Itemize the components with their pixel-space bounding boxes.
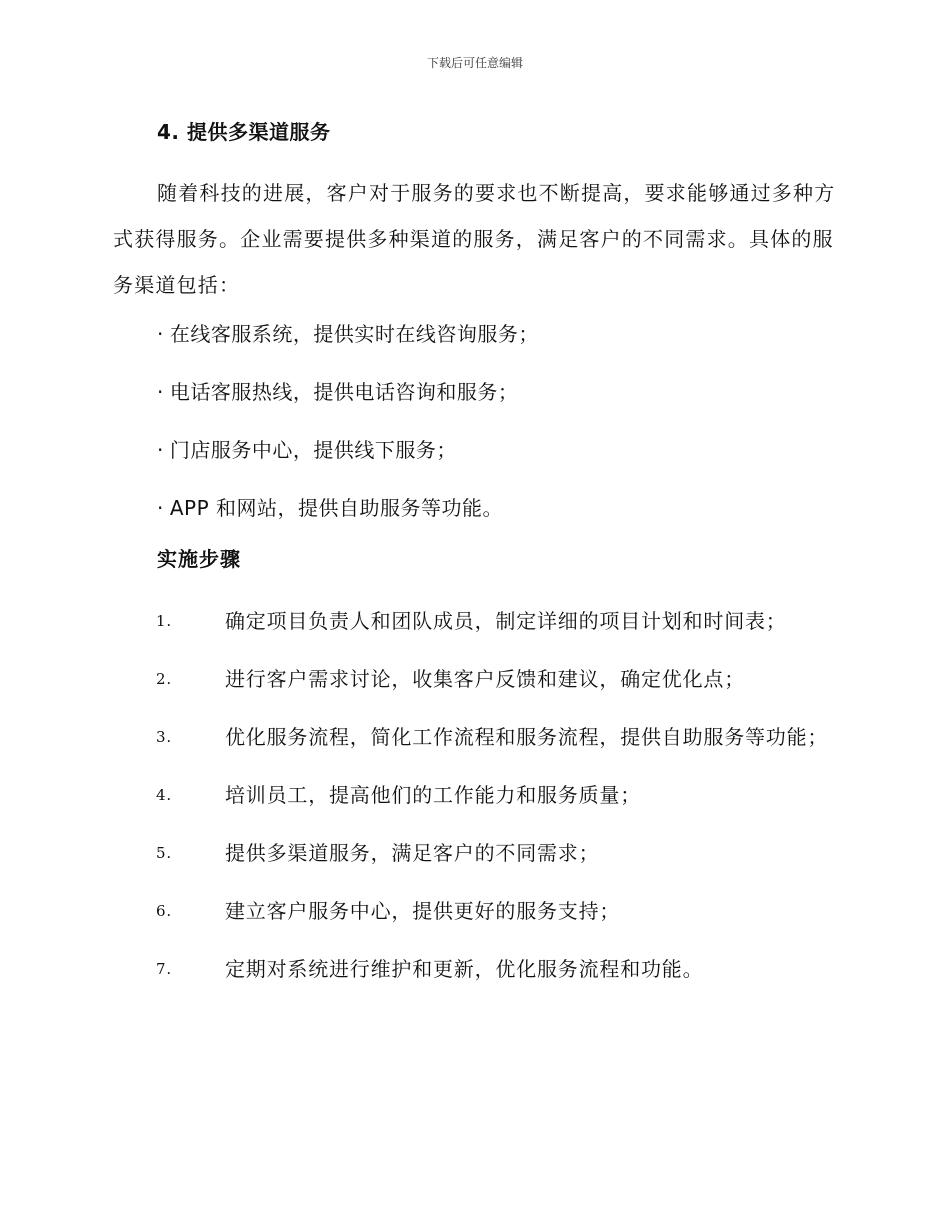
step-number: 3. bbox=[156, 728, 172, 746]
step-text: 进行客户需求讨论，收集客户反馈和建议，确定优化点； bbox=[225, 667, 745, 691]
channel-list bbox=[157, 314, 539, 546]
step-item bbox=[113, 658, 838, 700]
step-number: 2. bbox=[156, 670, 172, 688]
list-item-text: 电话客服热线，提供电话咨询和服务； bbox=[169, 380, 519, 404]
step-text: 建立客户服务中心，提供更好的服务支持； bbox=[225, 899, 621, 923]
list-item bbox=[157, 372, 539, 430]
section-title: 4. 提供多渠道服务 bbox=[157, 120, 331, 144]
step-number: 6. bbox=[156, 902, 172, 920]
step-item bbox=[113, 890, 838, 932]
step-item bbox=[113, 832, 838, 874]
step-item bbox=[113, 774, 838, 816]
step-number: 4. bbox=[156, 786, 172, 804]
step-item bbox=[113, 948, 838, 990]
list-item-text: 在线客服系统，提供实时在线咨询服务； bbox=[169, 322, 539, 346]
list-item bbox=[157, 430, 539, 488]
bullet-icon: · bbox=[157, 496, 164, 520]
step-item bbox=[113, 716, 838, 758]
steps-list bbox=[113, 600, 838, 990]
header-note: 下载后可任意编辑 bbox=[426, 56, 523, 70]
bullet-icon: · bbox=[157, 380, 164, 404]
step-text: 培训员工，提高他们的工作能力和服务质量； bbox=[225, 783, 641, 807]
list-item-text: APP 和网站，提供自助服务等功能。 bbox=[169, 496, 504, 520]
step-text: 确定项目负责人和团队成员，制定详细的项目计划和时间表； bbox=[225, 609, 787, 633]
step-number: 7. bbox=[156, 960, 172, 978]
list-item-text: 门店服务中心，提供线下服务； bbox=[169, 438, 457, 462]
bullet-icon: · bbox=[157, 438, 164, 462]
list-item bbox=[157, 314, 539, 372]
step-number: 5. bbox=[156, 844, 172, 862]
bullet-icon: · bbox=[157, 322, 164, 346]
intro-paragraph: 随着科技的进展，客户对于服务的要求也不断提高，要求能够通过多种方式获得服务。企业需要提供多种渠道的服务，满足客户的不同需求。具体的服务渠道包括： bbox=[113, 181, 836, 297]
step-text: 提供多渠道服务，满足客户的不同需求； bbox=[225, 841, 600, 865]
step-number: 1. bbox=[156, 612, 172, 630]
step-text: 优化服务流程，简化工作流程和服务流程，提供自助服务等功能； bbox=[225, 725, 829, 749]
list-item bbox=[157, 488, 539, 546]
steps-title: 实施步骤 bbox=[157, 547, 241, 571]
step-text: 定期对系统进行维护和更新，优化服务流程和功能。 bbox=[225, 957, 704, 981]
step-item bbox=[113, 600, 838, 642]
